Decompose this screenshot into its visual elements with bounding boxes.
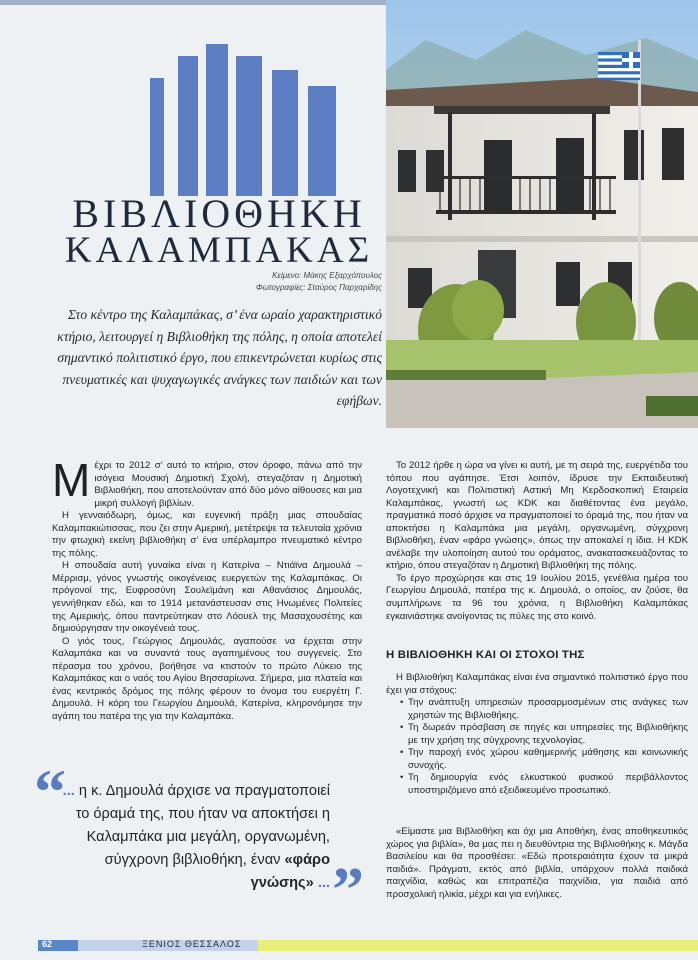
book-spine — [178, 56, 198, 196]
book-spine — [272, 70, 298, 196]
library-building-photo — [386, 0, 698, 428]
list-item: • Την παροχή ενός χώρου καθημερινής μάθησης και κοινωνικής συνοχής. — [386, 747, 688, 772]
paragraph-text: έχρι το 2012 σ’ αυτό το κτήριο, στον όροφο, πάνω από την ισόγεια Μουσική Δημοτική Σχολή, στεγαζόταν η Δημοτική Βιβλιοθήκη, που αποτελούνταν από δύο μόνο αίθουσες και μια μικρή συλλογή βιβλίων. — [94, 460, 362, 509]
drop-cap: Μ — [52, 454, 91, 506]
pull-quote — [60, 780, 330, 895]
pull-quote-dots-end: ... — [317, 875, 330, 891]
goals-list — [386, 697, 688, 797]
credit-text: Κείμενο: Μάκης Εξαρχόπουλος — [272, 271, 382, 280]
paragraph: Η σπουδαία αυτή γυναίκα είναι η Κατερίνα – Ντιάϊνα Δημουλά – Μέρρισμ, γόνος γνωστής οικογένειας ευεργετών της Καλαμπάκας. Οι πρόγονοί της, Ευφροσύνη Σουλεϊμάνη και Αθανάσιος Δημουλάς, γεννήθηκαν εδώ, και το 1914 μετανάστευσαν στις Ηνωμένες Πολιτείες της Αμερικής, όπου παντρεύτηκαν στο Λόουελ της Μασαχουσέτης και δημιούργησαν την οικογένειά τους. — [52, 560, 362, 635]
paragraph: Το έργο προχώρησε και στις 19 Ιουλίου 2015, γενέθλια ημέρα του Γεωργίου Δημουλά, πατέρα της κ. Δημουλά, ο οποίος, αν ζούσε, θα συμπλήρωνε τα 96 του χρόνια, η Βιβλιοθήκη Καλαμπάκας εγκαινιάστηκε ανοίγοντας τις πύλες της στο κοινό. — [386, 572, 688, 622]
list-item: • Τη δωρεάν πρόσβαση σε πηγές και υπηρεσίες της Βιβλιοθήκης με την χρήση της σύγχρονης τεχνολογίας. — [386, 722, 688, 747]
list-item: • Την ανάπτυξη υπηρεσιών προσαρμοσμένων στις ανάγκες των χρηστών της Βιβλιοθήκης. — [386, 697, 688, 722]
paragraph: Η Βιβλιοθήκη Καλαμπάκας είναι ένα σημαντικό πολιτιστικό έργο που έχει για στόχους: — [386, 672, 688, 696]
paragraph: Η γενναιόδωρη, όμως, και ευγενική πράξη μιας σπουδαίας Καλαμπακιώτισσας, που ζει στην Αμερική, μετέτρεψε τα τελευταία χρόνια την φτωχική εκείνη βιβλιοθήκη σ’ ένα υπέρλαμπρο πνευματικό κέντρο της πόλης. — [52, 510, 362, 559]
pull-quote-bold: «φάρο γνώσης» — [250, 852, 330, 891]
page-footer — [0, 936, 698, 952]
article-title-line2: ΚΑΛΑΜΠΑΚΑΣ — [64, 230, 374, 271]
book-spine — [150, 78, 164, 196]
books-graphic — [150, 44, 340, 196]
paragraph: Το 2012 ήρθε η ώρα να γίνει κι αυτή, με τη σειρά της, ευεργέτιδα του τόπου που αγάπησε. Έτσι λοιπόν, ίδρυσε την Εκπαιδευτική Λογοτεχνική και Πολιτιστική Αστική Μη Κερδοσκοπική Εταιρεία Καλαμπάκας, γνωστή ως KDK και διαθέτοντας ένα μεγάλο, πραγματικά ποσό άρχισε να πραγματοποιεί το όραμά της, που ήταν να αποκτήσει η Καλαμπάκα μια μεγάλη, οργανωμένη, σύγχρονη Βιβλιοθήκη, έναν «φάρο γνώσης», όπως την αποκαλεί η ίδια. Η KDK ανέλαβε την υλοποίηση αυτού του οράματος, ανακατασκευάζοντας το κτήριο, όπου στεγαζόταν η Δημοτική Βιβλιοθήκη της πόλης. — [386, 460, 688, 572]
credit-photos: Φωτογραφίες: Σταύρος Παρχαρίδης — [255, 283, 382, 292]
right-column-goals — [386, 672, 688, 797]
pull-quote-text: η κ. Δημουλά άρχισε να πραγματοποιεί το όραμά της, που ήταν να αποκτήσει η Καλαμπάκα μια μεγάλη, οργανωμένη, σύγχρονη βιβλιοθήκη, έναν — [75, 783, 330, 868]
page-number: 62 — [42, 939, 53, 949]
right-column — [386, 460, 688, 623]
magazine-name: ΞΕΝΙΟΣ ΘΕΣΣΑΛΟΣ — [142, 939, 242, 949]
pull-quote-dots-start: ... — [62, 783, 75, 799]
left-column — [52, 454, 362, 723]
list-item: • Τη δημιουργία ενός ελκυστικού φυσικού περιβάλλοντος υποστηριζόμενο από εξειδικευμένο προσωπικό. — [386, 772, 688, 797]
section-heading: Η ΒΙΒΛΙΟΘΗΚΗ ΚΑΙ ΟΙ ΣΤΟΧΟΙ ΤΗΣ — [386, 649, 585, 661]
right-column-end — [386, 826, 688, 901]
close-quote-mark: ” — [332, 854, 364, 925]
building-illustration — [386, 0, 698, 428]
book-spine — [236, 56, 262, 196]
credits — [122, 270, 382, 294]
article-title-line1: ΒΙΒΛΙΟΘΗΚΗ — [72, 191, 366, 236]
paragraph: «Είμαστε μια Βιβλιοθήκη και όχι μια Αποθήκη, ένας αποθηκευτικός χώρος για βιβλία», θα μας πει η διευθύντρια της Βιβλιοθήκης κ. Μάγδα Βασιλείου και θα προσθέσει: «Εδώ προτεραιότητα έχουν τα μικρά παιδιά». Πράγματι, εκτός από βιβλία, υπάρχουν πολλά παιδικά παιχνίδια, καθώς και επιτραπέζια παιχνίδια, για παιδιά από προσχολική ηλικία, μέχρι και για ενήλικες. — [386, 826, 688, 900]
article-lead: Στο κέντρο της Καλαμπάκας, σ’ ένα ωραίο χαρακτηριστικό κτήριο, λειτουργεί η Βιβλιοθήκη της πόλης, η οποία αποτελεί σημαντικό πολιτιστικό έργο, που επικεντρώνεται κυρίως στις πνευματικές και ψυχαγωγικές ανάγκες των παιδιών και των εφήβων. — [57, 307, 382, 409]
book-spine — [206, 44, 228, 196]
paragraph: Ο γιός τους, Γεώργιος Δημουλάς, αγαπούσε να έρχεται στην Καλαμπάκα και να συναντά τους αγαπημένους του συγγενείς. Στο πέρασμα του χρόνου, βοήθησε να κτιστούν το πρώτο Λύκειο της Καλαμπάκας και ο ναός του Αγίου Βησσαρίωνα. Σήμερα, μια πλατεία και ένας κεντρικός δρόμος της πόλης φέρουν το όνομα του ευεργέτη Γ. Δημουλά. Η κόρη του Γεωργίου Δημουλά, Κατερίνα, κληρονόμησε την αγάπη του πατέρα της για την Καλαμπάκα. — [52, 635, 362, 722]
open-quote-mark: “ — [34, 756, 66, 827]
book-spine — [308, 86, 336, 196]
paragraph — [52, 454, 362, 510]
